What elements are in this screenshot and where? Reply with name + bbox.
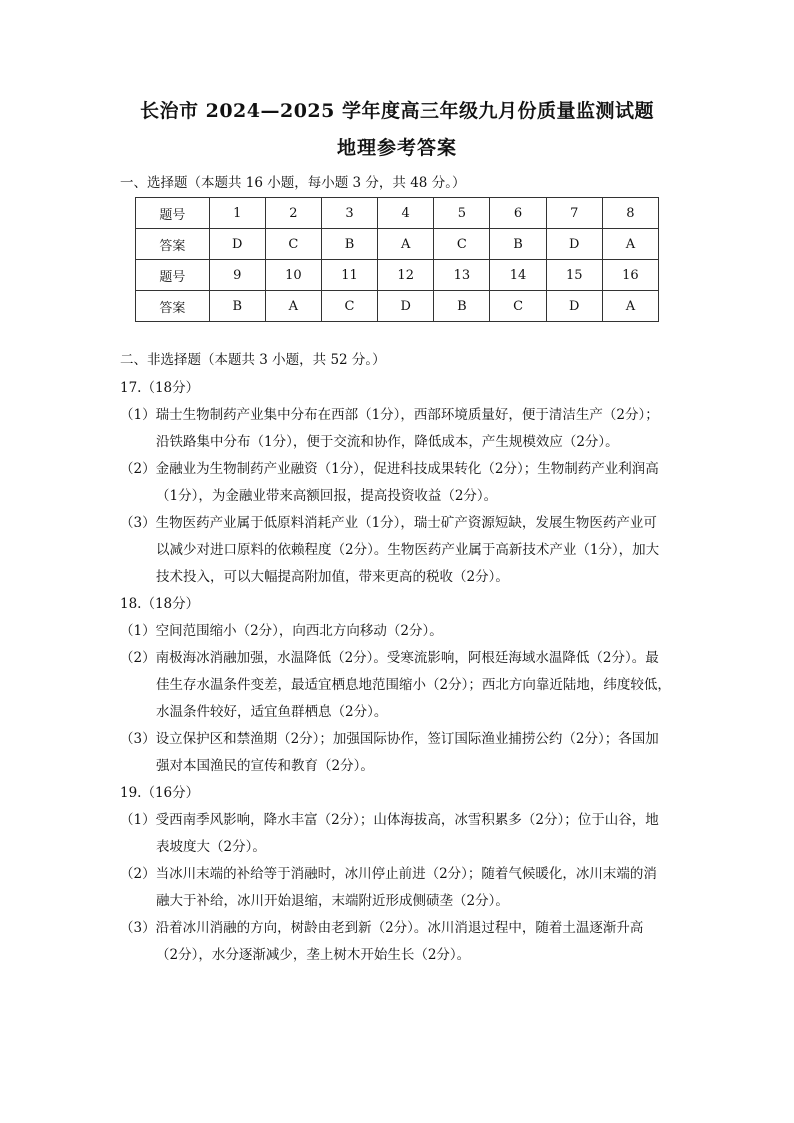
table-cell: 答案: [136, 229, 210, 260]
section-2-heading: 二、非选择题（本题共 3 小题，共 52 分。）: [120, 352, 386, 368]
table-cell: B: [434, 291, 490, 322]
page-title: 长治市 2024—2025 学年度高三年级九月份质量监测试题: [140, 100, 654, 122]
table-cell: C: [321, 291, 377, 322]
answer-line: （1分），为金融业带来高额回报，提高投资收益（2分）。: [156, 488, 498, 504]
table-cell: C: [265, 229, 321, 260]
table-cell: D: [546, 229, 602, 260]
answer-line: 以减少对进口原料的依赖程度（2分）。生物医药产业属于高新技术产业（1分），加大: [156, 542, 660, 558]
section-1-heading: 一、选择题（本题共 16 小题，每小题 3 分，共 48 分。）: [120, 175, 466, 191]
table-cell: C: [434, 229, 490, 260]
table-cell: 8: [602, 198, 658, 229]
table-cell: 1: [209, 198, 265, 229]
table-cell: 14: [490, 260, 546, 291]
answer-line: 强对本国渔民的宣传和教育（2分）。: [156, 758, 374, 774]
answer-line: （1）瑞士生物制药产业集中分布在西部（1分），西部环境质量好，便于清洁生产（2分）；: [120, 407, 659, 423]
table-cell: B: [321, 229, 377, 260]
question-19-label: 19.（16分）: [120, 785, 200, 801]
answer-line: （1）空间范围缩小（2分），向西北方向移动（2分）。: [120, 623, 443, 639]
table-cell: A: [602, 291, 658, 322]
table-cell: A: [602, 229, 658, 260]
table-row: [136, 291, 659, 322]
answer-line: （2分），水分逐渐减少，垄上树木开始生长（2分）。: [156, 947, 471, 963]
table-row: [136, 229, 659, 260]
table-cell: 12: [378, 260, 434, 291]
answer-line: （3）生物医药产业属于低原料消耗产业（1分），瑞士矿产资源短缺，发展生物医药产业可: [120, 515, 657, 531]
page-subtitle: 地理参考答案: [336, 137, 457, 159]
answer-table: [135, 197, 659, 322]
table-cell: 16: [602, 260, 658, 291]
table-cell: 10: [265, 260, 321, 291]
table-row: [136, 198, 659, 229]
table-cell: B: [490, 229, 546, 260]
table-cell: A: [265, 291, 321, 322]
table-cell: 9: [209, 260, 265, 291]
table-cell: 13: [434, 260, 490, 291]
table-cell: A: [378, 229, 434, 260]
table-cell: D: [546, 291, 602, 322]
answer-line: （3）设立保护区和禁渔期（2分）；加强国际协作，签订国际渔业捕捞公约（2分）；各国加: [120, 731, 659, 747]
table-cell: 3: [321, 198, 377, 229]
answer-line: （1）受西南季风影响，降水丰富（2分）；山体海拔高，冰雪积累多（2分）；位于山谷，地: [120, 812, 659, 828]
answer-line: （3）沿着冰川消融的方向，树龄由老到新（2分）。冰川消退过程中，随着土温逐渐升高: [120, 920, 644, 936]
answer-line: 技术投入，可以大幅提高附加值，带来更高的税收（2分）。: [156, 569, 509, 585]
table-row: [136, 260, 659, 291]
table-cell: D: [378, 291, 434, 322]
answer-line: 水温条件较好，适宜鱼群栖息（2分）。: [156, 704, 388, 720]
table-cell: C: [490, 291, 546, 322]
answer-line: （2）金融业为生物制药产业融资（1分），促进科技成果转化（2分）；生物制药产业利润高: [120, 461, 659, 477]
table-cell: 题号: [136, 260, 210, 291]
answer-line: （2）南极海冰消融加强，水温降低（2分）。受寒流影响，阿根廷海域水温降低（2分）。最: [120, 650, 659, 666]
answer-line: 融大于补给，冰川开始退缩，末端附近形成侧碛垄（2分）。: [156, 893, 509, 909]
table-cell: 11: [321, 260, 377, 291]
table-cell: 5: [434, 198, 490, 229]
answer-line: 沿铁路集中分布（1分），便于交流和协作，降低成本，产生规模效应（2分）。: [156, 434, 619, 450]
question-18-label: 18.（18分）: [120, 596, 200, 612]
question-17-label: 17.（18分）: [120, 380, 200, 396]
answer-line: 佳生存水温条件变差，最适宜栖息地范围缩小（2分）；西北方向靠近陆地，纬度较低，: [156, 677, 671, 693]
answer-line: 表坡度大（2分）。: [156, 839, 266, 855]
table-cell: 7: [546, 198, 602, 229]
table-cell: B: [209, 291, 265, 322]
table-cell: 2: [265, 198, 321, 229]
answer-line: （2）当冰川末端的补给等于消融时，冰川停止前进（2分）；随着气候暖化，冰川末端的消: [120, 866, 657, 882]
table-cell: 题号: [136, 198, 210, 229]
table-cell: 答案: [136, 291, 210, 322]
table-cell: D: [209, 229, 265, 260]
table-cell: 6: [490, 198, 546, 229]
table-cell: 15: [546, 260, 602, 291]
table-cell: 4: [378, 198, 434, 229]
